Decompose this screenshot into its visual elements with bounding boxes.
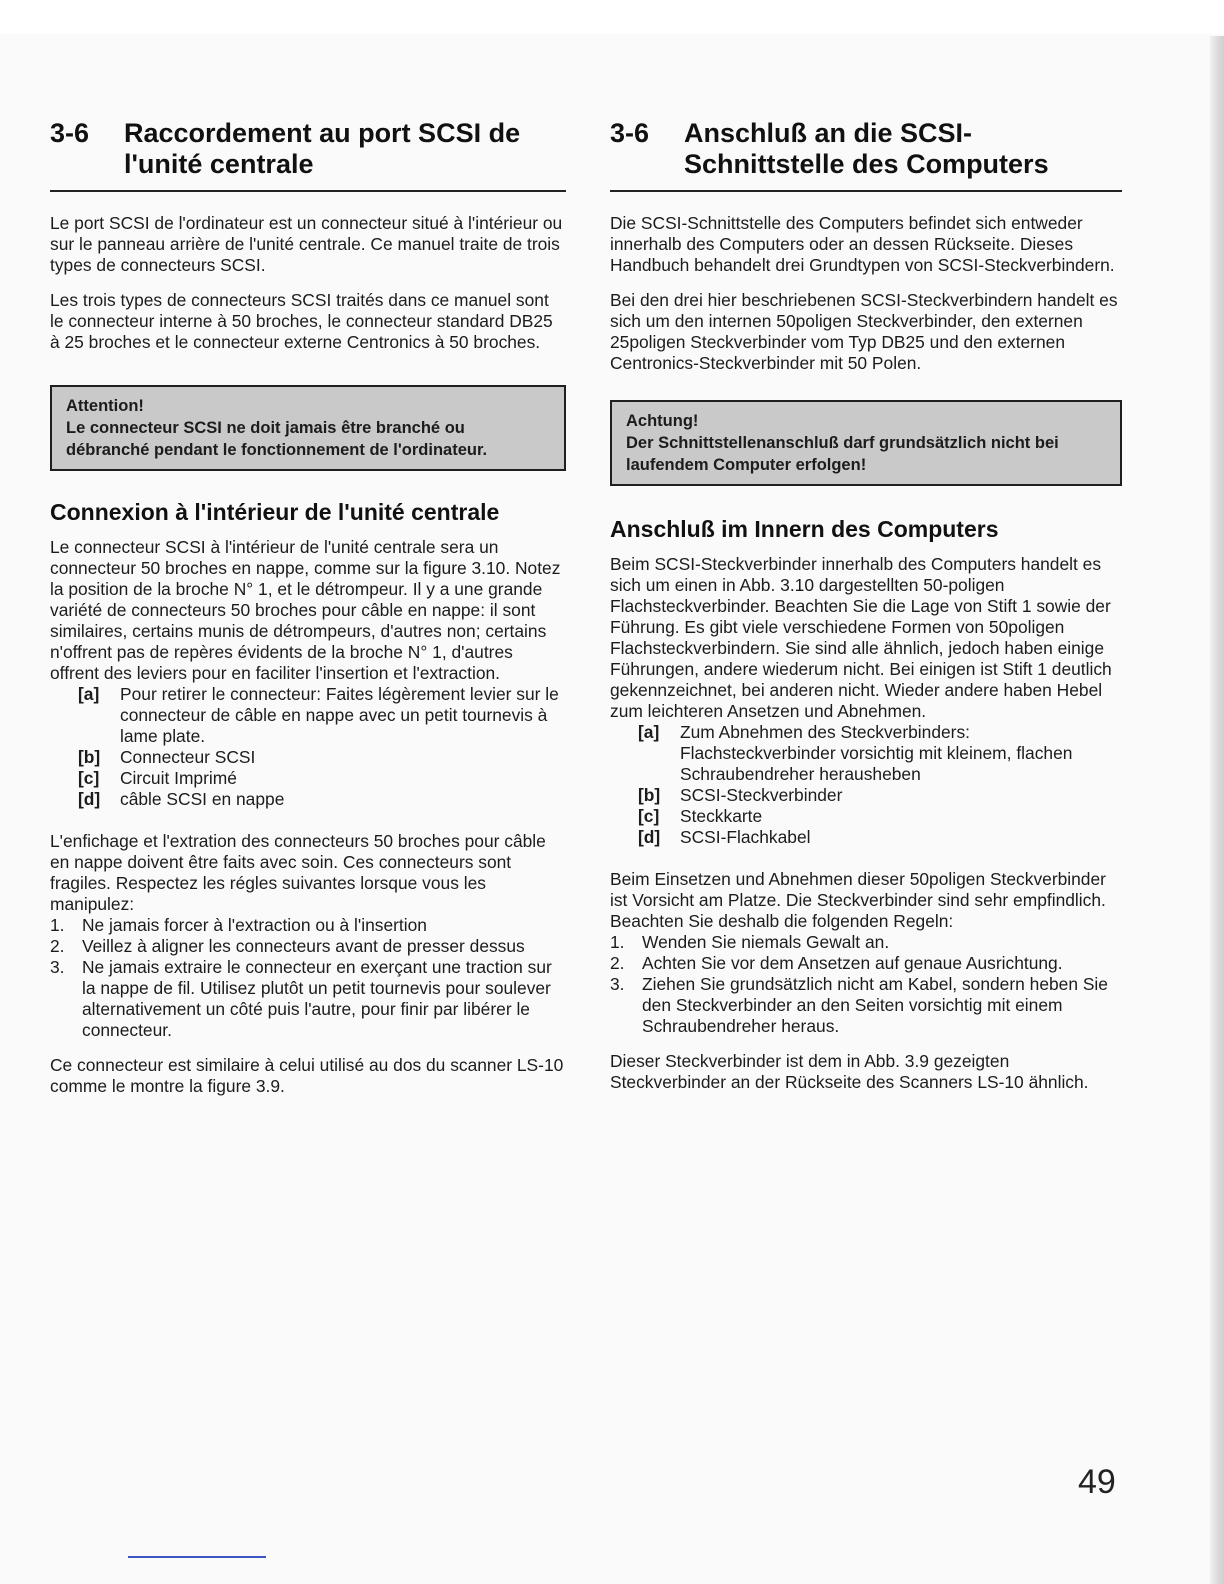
section-number: 3-6 xyxy=(610,118,650,148)
legend-item: [d] câble SCSI en nappe xyxy=(78,789,285,809)
figure-legend xyxy=(610,722,1122,848)
rule-item: 3. Ne jamais extraire le connecteur en exerçant une traction sur la nappe de fil. Utilisez plutôt un petit tournevis pour soulever alternativement un côté puis l'autre, pour finir par libérer le connecteur. xyxy=(50,957,552,1040)
warning-title: Attention! xyxy=(66,397,144,415)
paragraph: Bei den drei hier beschriebenen SCSI-Steckverbindern handelt es sich um den internen 50poligen Steckverbinder, den externen 25poligen Steckverbinder vom Typ DB25 und den externen Centronics-Steckverbinder mit 50 Polen. xyxy=(610,290,1118,373)
warning-text: Le connecteur SCSI ne doit jamais être branché ou débranché pendant le fonctionnement de l'ordinateur. xyxy=(66,419,488,459)
legend-item: [d] SCSI-Flachkabel xyxy=(638,827,811,847)
page-number: 49 xyxy=(1078,1463,1116,1501)
subsection-heading: Connexion à l'intérieur de l'unité centrale xyxy=(50,499,500,525)
french-column xyxy=(50,118,566,1097)
section-title: Anschluß an die SCSI-Schnittstelle des Computers xyxy=(684,118,1049,179)
rule-item: 1. Wenden Sie niemals Gewalt an. xyxy=(610,932,890,952)
section-heading-fr xyxy=(50,118,566,192)
scan-artifact-line xyxy=(128,1556,266,1558)
warning-text: Der Schnittstellenanschluß darf grundsätzlich nicht bei laufendem Computer erfolgen! xyxy=(626,434,1059,474)
rule-item: 1. Ne jamais forcer à l'extraction ou à l'insertion xyxy=(50,915,427,935)
section-number: 3-6 xyxy=(50,118,90,148)
figure-legend xyxy=(50,684,566,810)
legend-item: [b] SCSI-Steckverbinder xyxy=(638,785,843,805)
subsection-heading: Anschluß im Innern des Computers xyxy=(610,516,999,542)
legend-item: [c] Circuit Imprimé xyxy=(78,768,237,788)
legend-item: [c] Steckkarte xyxy=(638,806,763,826)
section-title: Raccordement au port SCSI de l'unité centrale xyxy=(124,118,521,179)
paragraph: Beim SCSI-Steckverbinder innerhalb des Computers handelt es sich um einen in Abb. 3.10 dargestellten 50-poligen Flachsteckverbinder. Beachten Sie die Lage von Stift 1 sowie der Führung. Es gibt viele verschiedene Formen von 50poligen Flachsteckverbindern. Sie sind alle ähnlich, jedoch haben einige Führungen, andere wiederum nicht. Bei einigen ist Stift 1 deutlich gekennzeichnet, bei anderen nicht. Wieder andere haben Hebel zum leichteren Ansetzen und Abnehmen. xyxy=(610,554,1112,721)
legend-item: [a] Pour retirer le connecteur: Faites légèrement levier sur le connecteur de câble en nappe avec un petit tournevis à lame plate. xyxy=(78,684,559,746)
scan-top-margin xyxy=(0,0,1224,34)
paragraph: Les trois types de connecteurs SCSI traités dans ce manuel sont le connecteur interne à 50 broches, le connecteur standard DB25 à 25 broches et le connecteur externe Centronics à 50 broches. xyxy=(50,290,553,352)
page-edge-shadow xyxy=(1210,36,1224,1584)
paragraph: L'enfichage et l'extration des connecteurs 50 broches pour câble en nappe doivent être faits avec soin. Ces connecteurs sont fragiles. Respectez les régles suivantes lorsque vous les manipulez: xyxy=(50,831,546,914)
german-column xyxy=(610,118,1122,1093)
paragraph: Die SCSI-Schnittstelle des Computers befindet sich entweder innerhalb des Computers oder an dessen Rückseite. Dieses Handbuch behandelt drei Grundtypen von SCSI-Steckverbindern. xyxy=(610,213,1115,275)
legend-item: [a] Zum Abnehmen des Steckverbinders: Flachsteckverbinder vorsichtig mit kleinem, flachen Schraubendreher herausheben xyxy=(638,722,1073,784)
rules-list xyxy=(610,932,1122,1037)
legend-item: [b] Connecteur SCSI xyxy=(78,747,256,767)
rule-item: 3. Ziehen Sie grundsätzlich nicht am Kabel, sondern heben Sie den Steckverbinder an den Seiten vorsichtig mit einem Schraubendreher heraus. xyxy=(610,974,1108,1036)
warning-title: Achtung! xyxy=(626,412,699,430)
rule-item: 2. Veillez à aligner les connecteurs avant de presser dessus xyxy=(50,936,525,956)
warning-box xyxy=(610,400,1122,486)
paragraph: Le connecteur SCSI à l'intérieur de l'unité centrale sera un connecteur 50 broches en nappe, comme sur la figure 3.10. Notez la position de la broche N° 1, et le détrompeur. Il y a une grande variété de connecteurs 50 broches pour câble en nappe: il sont similaires, certains munis de détrompeurs, d'autres non; certains n'offrent pas de repères évidents de la broche N° 1, d'autres offrent des leviers pour en faciliter l'insertion et l'extraction. xyxy=(50,537,561,683)
warning-box xyxy=(50,385,566,471)
rule-item: 2. Achten Sie vor dem Ansetzen auf genaue Ausrichtung. xyxy=(610,953,1063,973)
paragraph: Le port SCSI de l'ordinateur est un connecteur situé à l'intérieur ou sur le panneau arrière de l'unité centrale. Ce manuel traite de trois types de connecteurs SCSI. xyxy=(50,213,563,275)
paragraph: Ce connecteur est similaire à celui utilisé au dos du scanner LS-10 comme le montre la figure 3.9. xyxy=(50,1055,564,1096)
paragraph: Beim Einsetzen und Abnehmen dieser 50poligen Steckverbinder ist Vorsicht am Platze. Die Steckverbinder sind sehr empfindlich. Beachten Sie deshalb die folgenden Regeln: xyxy=(610,869,1106,931)
paragraph: Dieser Steckverbinder ist dem in Abb. 3.9 gezeigten Steckverbinder an der Rückseite des Scanners LS-10 ähnlich. xyxy=(610,1051,1089,1092)
rules-list xyxy=(50,915,566,1041)
section-heading-de xyxy=(610,118,1122,192)
